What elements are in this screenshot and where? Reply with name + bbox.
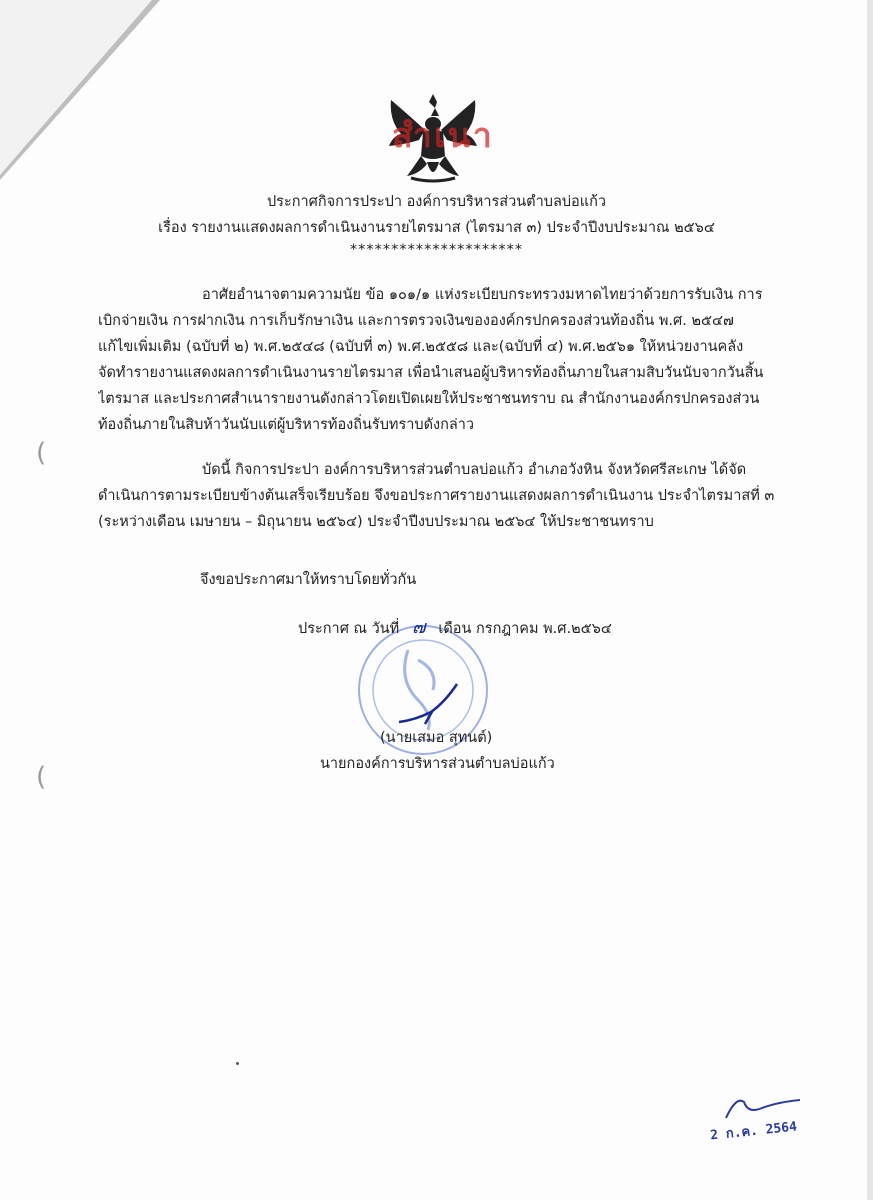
separator-line: *********************	[349, 242, 524, 258]
closing-line: จึงขอประกาศมาให้ทราบโดยทั่วกัน	[200, 572, 417, 588]
announce-date-line	[298, 612, 612, 641]
red-copy-stamp: สำเนา	[392, 116, 494, 156]
para1-line: ไตรมาส และประกาศสำเนารายงานดังกล่าวโดยเปิดเผยให้ประชาชนทราบ ณ สำนักงานองค์กรปกครองส่วน	[98, 391, 760, 407]
para2-line: (ระหว่างเดือน เมษายน – มิถุนายน ๒๕๖๔) ประจำปีงบประมาณ ๒๕๖๔ ให้ประชาชนทราบ	[98, 514, 654, 530]
para2-line: ดำเนินการตามระเบียบข้างต้นเสร็จเรียบร้อย จึงขอประกาศรายงานแสดงผลการดำเนินงาน ประจำไตรมาสที่ ๓	[98, 488, 775, 504]
subject-line: เรื่อง รายงานแสดงผลการดำเนินงานรายไตรมาส (ไตรมาส ๓) ประจำปีงบประมาณ ๒๕๖๔	[158, 220, 715, 236]
paragraph-1	[98, 282, 788, 438]
punch-hole-mark: (	[36, 762, 47, 792]
folded-corner	[0, 0, 152, 175]
para1-line: อาศัยอำนาจตามความนัย ข้อ ๑๐๑/๑ แห่งระเบียบกระทรวงมหาดไทยว่าด้วยการรับเงิน การ	[202, 287, 763, 303]
para1-line: แก้ไขเพิ่มเติม (ฉบับที่ ๒) พ.ศ.๒๕๔๘ (ฉบับที่ ๓) พ.ศ.๒๕๕๘ และ(ฉบับที่ ๔) พ.ศ.๒๕๖๑ ให้หน่วยงานคลัง	[98, 339, 744, 355]
org-line: ประกาศกิจการประปา องค์การบริหารส่วนตำบลบ่อแก้ว	[266, 194, 607, 210]
signature-icon	[395, 680, 465, 728]
paragraph-2	[98, 457, 788, 535]
signer-title: นายกองค์การบริหารส่วนตำบลบ่อแก้ว	[320, 756, 555, 772]
para1-line: ท้องถิ่นภายในสิบห้าวันนับแต่ผู้บริหารท้องถิ่นรับทราบดังกล่าว	[98, 417, 475, 433]
received-stamp	[708, 1092, 808, 1152]
signer-name: (นายเสมอ สุทนต์)	[380, 730, 493, 746]
announce-suffix: เดือน กรกฎาคม พ.ศ.๒๕๖๔	[438, 621, 612, 637]
para1-line: จัดทำรายงานแสดงผลการดำเนินงานรายไตรมาส เพื่อนำเสนอผู้บริหารท้องถิ่นภายในสามสิบวันนับจากวันสิ้น	[98, 365, 764, 381]
speck	[236, 1062, 239, 1065]
announce-prefix: ประกาศ ณ วันที่	[298, 621, 400, 637]
page-edge	[867, 0, 873, 1200]
handwritten-day: ๗	[412, 617, 426, 638]
received-date: 2 ก.ค. 2564	[709, 1119, 798, 1144]
punch-hole-mark: (	[36, 438, 47, 468]
para1-line: เบิกจ่ายเงิน การฝากเงิน การเก็บรักษาเงิน และการตรวจเงินขององค์กรปกครองส่วนท้องถิ่น พ.ศ. ๒๕๔๗	[98, 313, 734, 329]
para2-line: บัดนี้ กิจการประปา องค์การบริหารส่วนตำบลบ่อแก้ว อำเภอวังหิน จังหวัดศรีสะเกษ ได้จัด	[202, 462, 747, 478]
